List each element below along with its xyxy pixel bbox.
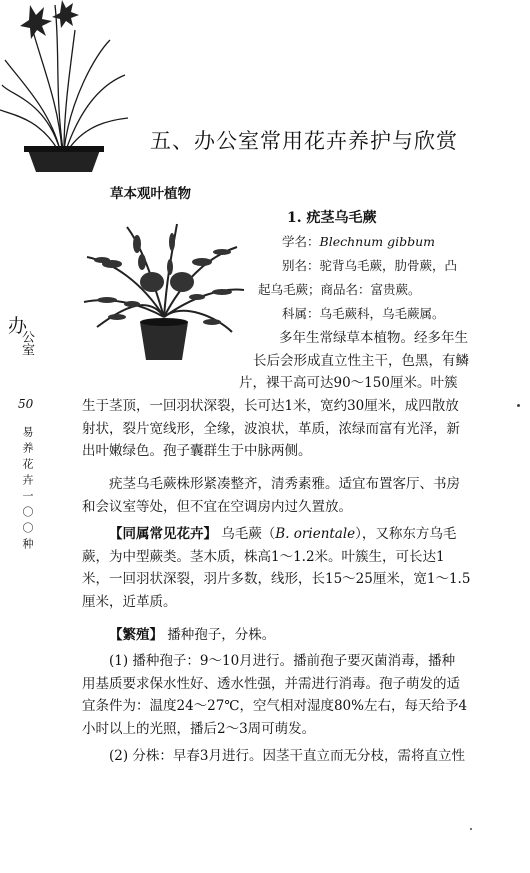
alias-text-1: 驼背乌毛蕨，肋骨蕨，凸 bbox=[319, 258, 458, 273]
section-label: 【同属常见花卉】 bbox=[109, 526, 217, 542]
scientific-name-line bbox=[282, 232, 435, 252]
page-number: 50 bbox=[18, 397, 34, 411]
text-line: (1) 播种孢子：9～10月进行。播前孢子要灭菌消毒，播种 bbox=[109, 653, 456, 669]
text-line: 射状，裂片宽线形，全缘，波浪状，革质，浓绿而富有光泽，新 bbox=[82, 420, 460, 437]
section-heading: 草本观叶植物 bbox=[110, 186, 191, 202]
alias-text-2: 起乌毛蕨；商品名：富贵蕨。 bbox=[258, 282, 421, 297]
paragraph-6 bbox=[82, 745, 502, 768]
text-line: 多年生常绿草本植物。经多年生 bbox=[279, 330, 468, 346]
family-line bbox=[282, 304, 445, 324]
paragraph-1-top bbox=[239, 327, 499, 395]
text-line: 小时以上的光照，播后2～3周可萌发。 bbox=[82, 720, 316, 737]
fern-photo bbox=[82, 222, 247, 362]
chapter-title: 五、办公室常用花卉养护与欣赏 bbox=[150, 129, 458, 153]
text-line bbox=[82, 523, 502, 546]
paragraph-3 bbox=[82, 523, 502, 613]
family-label: 科属： bbox=[282, 306, 320, 321]
text-line: 出叶嫩绿色。孢子囊群生于中脉两侧。 bbox=[82, 443, 312, 459]
scan-speck bbox=[517, 404, 520, 407]
scientific-name-label: 学名： bbox=[282, 234, 320, 249]
family-text: 乌毛蕨科，乌毛蕨属。 bbox=[319, 306, 445, 321]
text-line bbox=[82, 624, 502, 647]
alias-line bbox=[282, 256, 457, 276]
paragraph-2 bbox=[82, 473, 502, 518]
book-series-title: 易养花卉一〇〇种 bbox=[21, 426, 34, 554]
paragraph-4 bbox=[82, 624, 502, 647]
text-line: 片，裸干高可达90～150厘米。叶簇 bbox=[239, 375, 458, 391]
potted-plant-illustration bbox=[0, 0, 130, 175]
scan-speck bbox=[470, 828, 472, 830]
text-line: 宜条件为：温度24～27℃，空气相对湿度80%左右，每天给予4 bbox=[82, 698, 468, 714]
text-line: 生于茎顶，一回羽状深裂，长可达1米，宽约30厘米，成四散放 bbox=[82, 398, 459, 414]
scientific-name: B. orientale bbox=[275, 526, 356, 542]
margin-title-big: 办 bbox=[8, 315, 28, 337]
text-line: 用基质要求保水性好、透水性强，并需进行消毒。孢子萌发的适 bbox=[82, 675, 460, 692]
text-run: 乌毛蕨（ bbox=[221, 526, 276, 542]
alias-label: 别名： bbox=[282, 258, 320, 273]
text-line: 长后会形成直立性主干，色黑，有鳞 bbox=[253, 352, 469, 369]
text-line: 厘米，近革质。 bbox=[82, 593, 177, 610]
text-line: 蕨，为中型蕨类。茎木质，株高1～1.2米。叶簇生，可长达1 bbox=[82, 548, 445, 565]
scientific-name: Blechnum gibbum bbox=[319, 234, 435, 249]
text-run: 播种孢子，分株。 bbox=[167, 627, 276, 643]
text-line: 米，一回羽状深裂，羽片多数，线形，长15～25厘米，宽1～1.5 bbox=[82, 571, 471, 587]
text-line: 疣茎乌毛蕨株形紧凑整齐，清秀素雅。适宜布置客厅、书房 bbox=[109, 476, 460, 492]
margin-title-small: 公室 bbox=[19, 330, 34, 356]
text-line: 和会议室等处，但不宜在空调房内过久置放。 bbox=[82, 498, 352, 515]
paragraph-1-bottom bbox=[82, 395, 502, 463]
paragraph-5 bbox=[82, 650, 502, 740]
text-run: ），又称东方乌毛 bbox=[355, 526, 457, 542]
section-label: 【繁殖】 bbox=[109, 627, 163, 643]
plant-title: 1. 疣茎乌毛蕨 bbox=[287, 210, 377, 226]
text-line: (2) 分株：早春3月进行。因茎干直立而无分枝，需将直立性 bbox=[109, 748, 466, 764]
